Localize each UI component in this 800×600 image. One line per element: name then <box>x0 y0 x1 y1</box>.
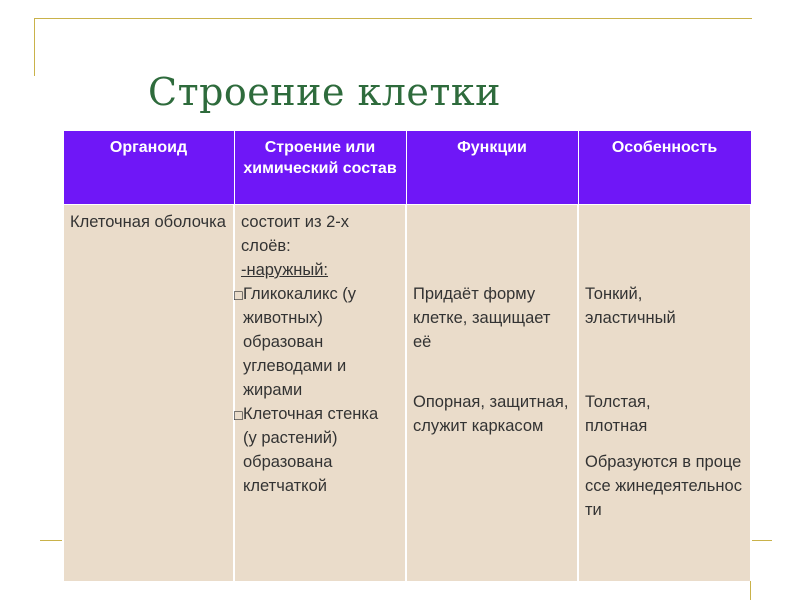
organoid-text: Клеточная оболочка <box>70 213 226 231</box>
cell-structure <box>234 205 406 582</box>
header-functions: Функции <box>406 131 578 205</box>
top-rule-line <box>34 18 752 19</box>
structure-layer1-item <box>233 282 399 402</box>
bottom-right-rule <box>750 540 772 541</box>
slide-title: Строение клетки <box>148 70 501 114</box>
function-1: Придаёт форму клетке, защищает её <box>413 285 551 351</box>
header-features: Особенность <box>578 131 751 205</box>
header-organoid: Органоид <box>63 131 234 205</box>
checkbox-bullet-icon: ☐ <box>233 409 244 423</box>
structure-intro: состоит из 2-х слоёв: <box>241 213 350 255</box>
structure-outer-label: -наружный: <box>241 261 329 279</box>
function-2: Опорная, защитная, служит каркасом <box>413 393 569 435</box>
cell-functions <box>406 205 578 582</box>
feature-3: Образуются в процессе жинедеятельности <box>585 453 742 519</box>
table-header-row <box>63 131 751 205</box>
structure-layer2-item <box>233 402 399 498</box>
feature-1: Тонкий, эластичный <box>585 285 676 327</box>
left-rule-line <box>34 18 35 76</box>
header-structure: Строение или химический состав <box>234 131 406 205</box>
checkbox-bullet-icon: ☐ <box>233 289 244 303</box>
cell-structure-table <box>62 130 752 581</box>
cell-organoid <box>63 205 234 582</box>
cell-features <box>578 205 751 582</box>
bottom-left-rule <box>40 540 62 541</box>
structure-layer2: Клеточная стенка (у растений) образована клетчаткой <box>243 405 379 495</box>
structure-layer1: Гликокаликс (у животных) образован углеводами и жирами <box>243 285 357 399</box>
feature-2: Толстая, плотная <box>585 393 651 435</box>
table-row <box>63 205 751 582</box>
